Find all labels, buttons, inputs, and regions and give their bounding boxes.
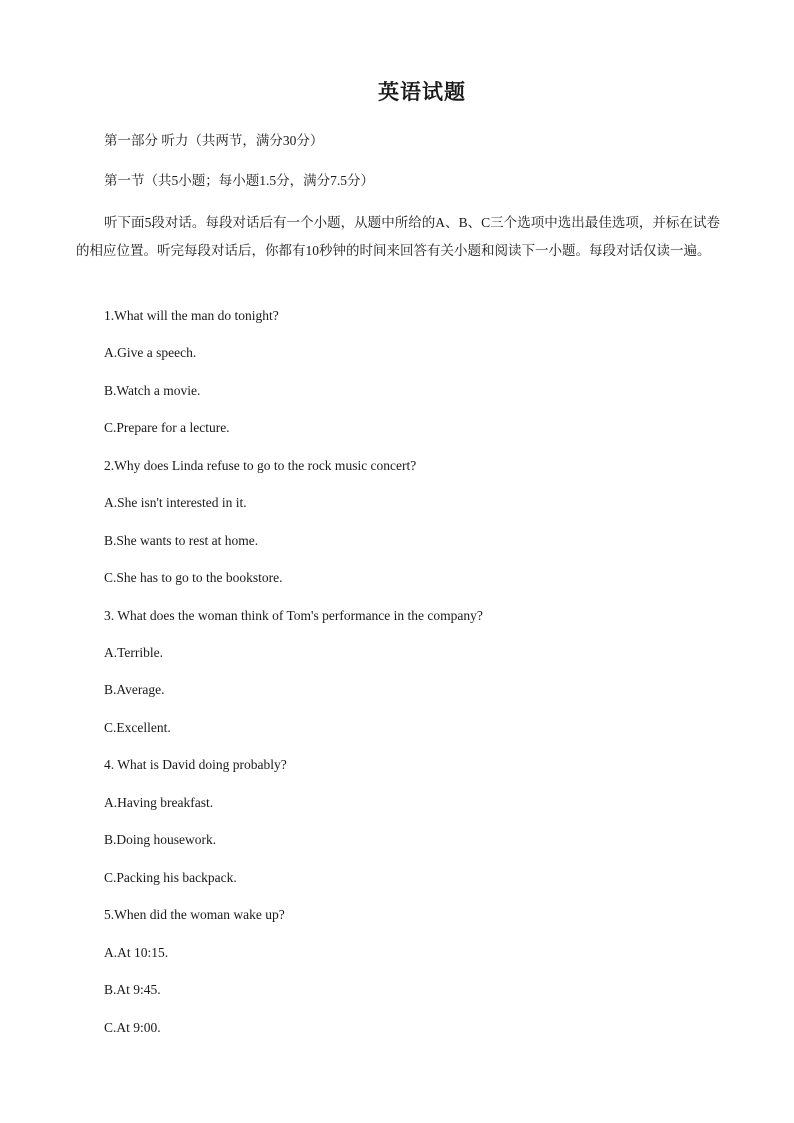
exam-title: 英语试题 bbox=[378, 80, 466, 104]
question-3-stem: 3. What does the woman think of Tom's performance in the company? bbox=[104, 608, 483, 623]
section-heading: 第一节（共5小题；每小题1.5分，满分7.5分） bbox=[104, 173, 374, 188]
question-2-option-b: B.She wants to rest at home. bbox=[104, 533, 259, 548]
question-4-option-a: A.Having breakfast. bbox=[104, 795, 214, 810]
question-3-option-b: B.Average. bbox=[104, 682, 165, 697]
question-1-option-b: B.Watch a movie. bbox=[104, 383, 201, 398]
question-4-option-c: C.Packing his backpack. bbox=[104, 870, 237, 885]
part-heading: 第一部分 听力（共两节，满分30分） bbox=[104, 133, 324, 148]
question-5-stem: 5.When did the woman wake up? bbox=[104, 907, 285, 922]
question-1-stem: 1.What will the man do tonight? bbox=[104, 308, 279, 323]
question-2-stem: 2.Why does Linda refuse to go to the rock music concert? bbox=[104, 458, 417, 473]
question-4-stem: 4. What is David doing probably? bbox=[104, 757, 287, 772]
question-1-option-a: A.Give a speech. bbox=[104, 345, 197, 360]
listening-instructions: 听下面5段对话。每段对话后有一个小题，从题中所给的A、B、C三个选项中选出最佳选项，并标在试卷的相应位置。听完每段对话后，你都有10秒钟的时间来回答有关小题和阅读下一小题。每段对话仅读一遍。 bbox=[76, 215, 720, 258]
question-2-option-a: A.She isn't interested in it. bbox=[104, 495, 247, 510]
question-2-option-c: C.She has to go to the bookstore. bbox=[104, 570, 283, 585]
question-5-option-c: C.At 9:00. bbox=[104, 1020, 161, 1035]
question-5-option-a: A.At 10:15. bbox=[104, 945, 169, 960]
question-5-option-b: B.At 9:45. bbox=[104, 982, 161, 997]
question-3-option-a: A.Terrible. bbox=[104, 645, 164, 660]
question-1-option-c: C.Prepare for a lecture. bbox=[104, 420, 230, 435]
question-3-option-c: C.Excellent. bbox=[104, 720, 171, 735]
question-4-option-b: B.Doing housework. bbox=[104, 832, 217, 847]
